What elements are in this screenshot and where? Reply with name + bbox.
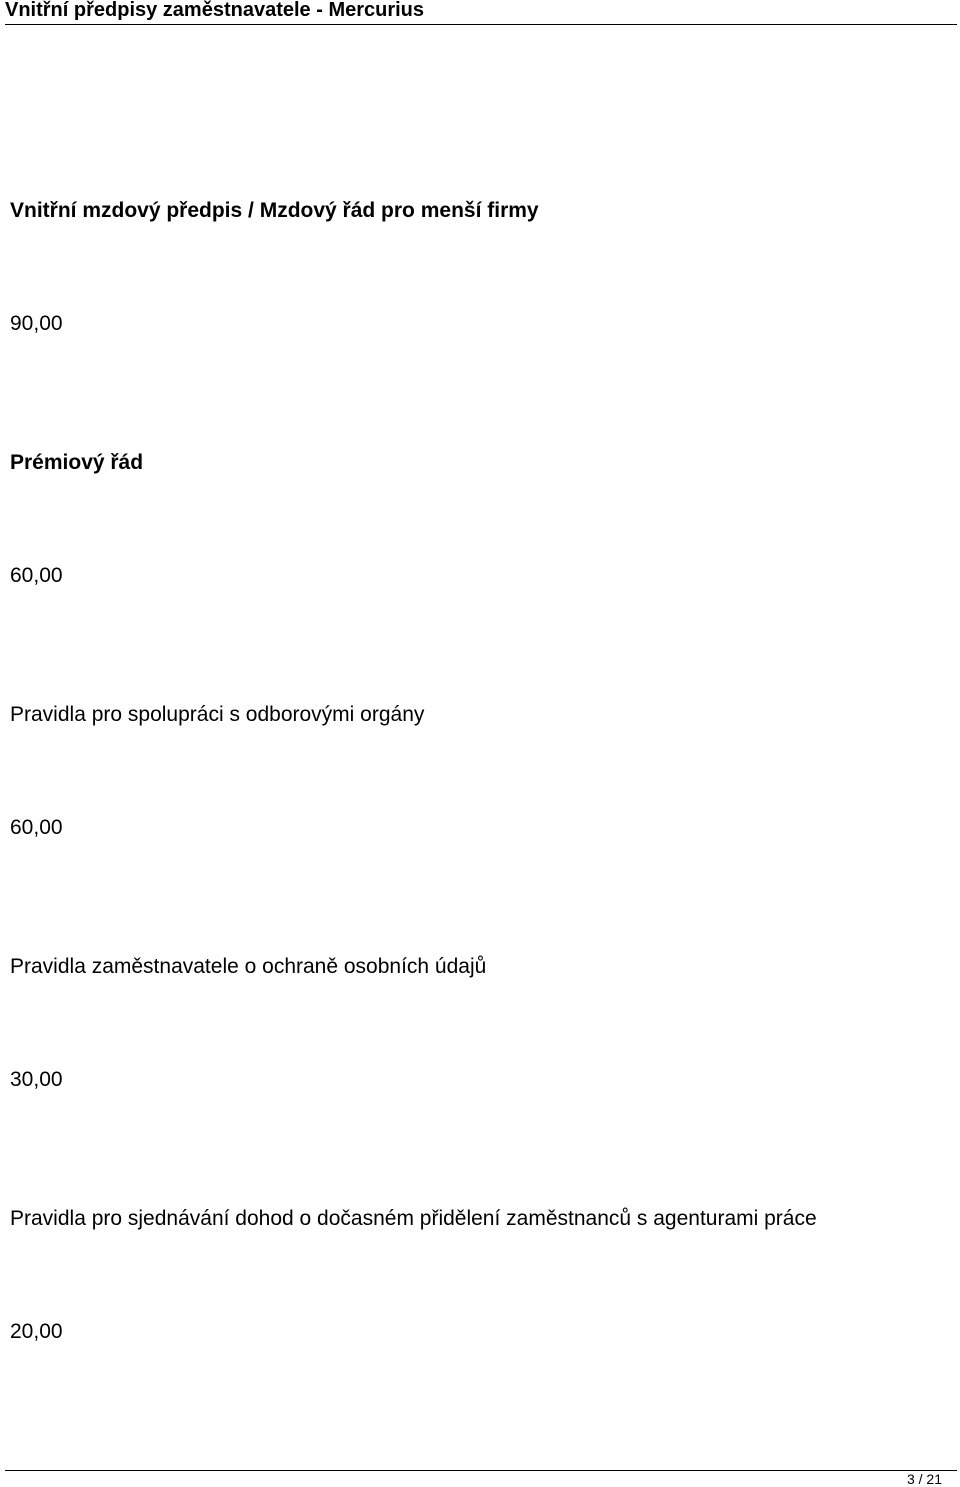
item-name: Vnitřní mzdový předpis / Mzdový řád pro menší firmy [10, 199, 539, 222]
item-name: Pravidla pro sjednávání dohod o dočasném přidělení zaměstnanců s agenturami práce [10, 1207, 817, 1230]
item-price: 60,00 [10, 564, 63, 587]
footer-divider [5, 1470, 957, 1471]
item-price: 30,00 [10, 1068, 63, 1091]
page-number: 3 / 21 [906, 1471, 942, 1487]
item-name: Pravidla pro spolupráci s odborovými orgány [10, 703, 425, 726]
item-price: 20,00 [10, 1320, 63, 1343]
document-title: Vnitřní předpisy zaměstnavatele - Mercurius [5, 0, 425, 21]
item-name: Prémiový řád [10, 451, 144, 474]
header-divider [5, 24, 957, 25]
item-price: 90,00 [10, 312, 63, 335]
item-name: Pravidla zaměstnavatele o ochraně osobních údajů [10, 955, 487, 978]
item-price: 60,00 [10, 816, 63, 839]
